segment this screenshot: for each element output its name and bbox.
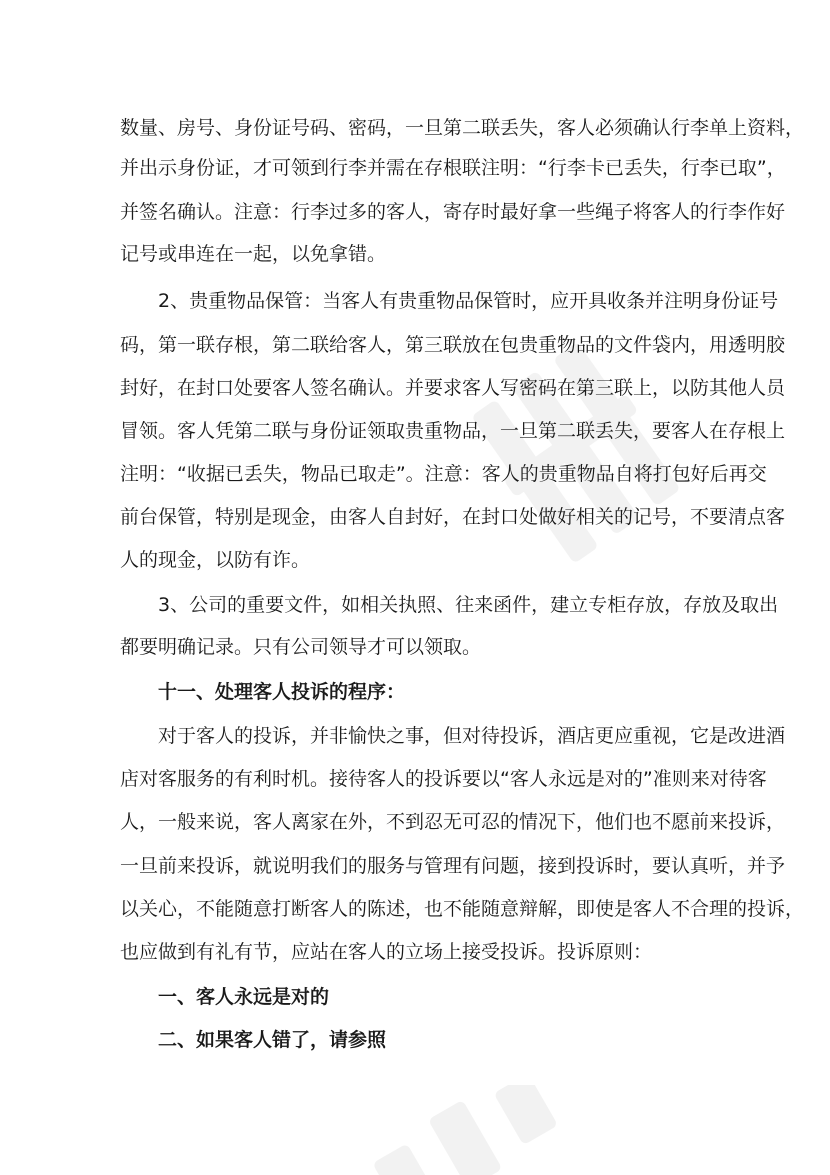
paragraph-4-line: 以关心，不能随意打断客人的陈述，也不能随意辩解，即使是客人不合理的投诉， [120, 898, 805, 920]
paragraph-2-line: 冒领。客人凭第二联与身份证领取贵重物品，一旦第二联丢失，要客人在存根上 [120, 420, 786, 442]
principle-item: 二、如果客人错了，请参照 [158, 1029, 387, 1051]
paragraph-1-line: 数量、房号、身份证号码、密码，一旦第二联丢失，客人必须确认行李单上资料， [120, 117, 805, 139]
paragraph-1-line: 记号或串连在一起，以免拿错。 [120, 243, 387, 265]
paragraph-4-line: 也应做到有礼有节，应站在客人的立场上接受投诉。投诉原则： [120, 941, 653, 963]
paragraph-4-line: 人，一般来说，客人离家在外，不到忍无可忍的情况下，他们也不愿前来投诉， [120, 811, 786, 833]
paragraph-4-line: 一旦前来投诉，就说明我们的服务与管理有问题，接到投诉时，要认真听，并予 [120, 855, 786, 877]
paragraph-2-line: 码，第一联存根，第二联给客人，第三联放在包贵重物品的文件袋内，用透明胶 [120, 334, 786, 356]
paragraph-1-line: 并签名确认。注意：行李过多的客人，寄存时最好拿一些绳子将客人的行李作好 [120, 201, 786, 223]
paragraph-2-line: 注明：“收据已丢失，物品已取走”。注意：客人的贵重物品自将打包好后再交 [120, 463, 767, 485]
paragraph-2-line: 人的现金，以防有诈。 [120, 549, 311, 571]
paragraph-2-line: 2、贵重物品保管：当客人有贵重物品保管时，应开具收条并注明身份证号 [158, 290, 779, 312]
paragraph-2-line: 封好，在封口处要客人签名确认。并要求客人写密码在第三联上，以防其他人员 [120, 377, 786, 399]
paragraph-2-line: 前台保管，特别是现金，由客人自封好，在封口处做好相关的记号，不要清点客 [120, 506, 786, 528]
watermark-graphic [470, 330, 690, 570]
paragraph-1-line: 并出示身份证，才可领到行李并需在存根联注明：“行李卡已丢失，行李已取”， [120, 157, 786, 179]
watermark-graphic-bottom [330, 1085, 630, 1175]
principle-item: 一、客人永远是对的 [158, 986, 330, 1008]
section-heading: 十一、处理客人投诉的程序： [158, 681, 406, 703]
paragraph-4-line: 店对客服务的有利时机。接待客人的投诉要以“客人永远是对的”准则来对待客 [120, 768, 767, 790]
paragraph-4-line: 对于客人的投诉，并非愉快之事，但对待投诉，酒店更应重视，它是改进酒 [158, 725, 786, 747]
paragraph-3-line: 3、公司的重要文件，如相关执照、往来函件，建立专柜存放，存放及取出 [158, 594, 779, 616]
paragraph-3-line: 都要明确记录。只有公司领导才可以领取。 [120, 636, 482, 658]
